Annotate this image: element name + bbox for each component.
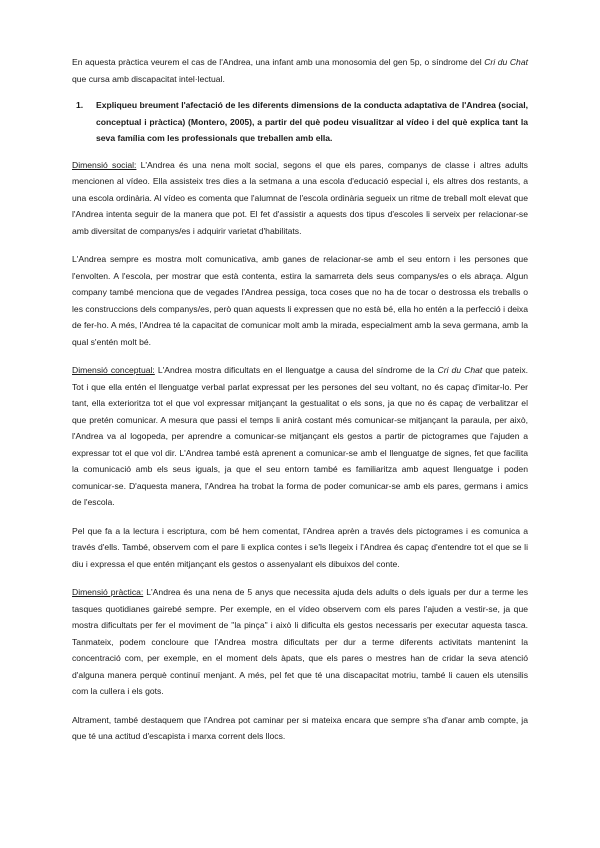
intro-text: En aquesta pràctica veurem el cas de l'Andrea, una infant amb una monosomia del gen 5p, o síndrome del: [72, 57, 485, 67]
practica-heading: Dimensió pràctica:: [72, 587, 144, 597]
social-text-1: L'Andrea és una nena molt social, segons el que els pares, companys de classe i altres adults mencionen al vídeo. Ella assisteix tres dies a la setmana a una escola d'educació especial i, els altres dos restants, a una escola ordinària. Al vídeo es comenta que l'alumnat de l'escola ordinària segueix un ritme de treball molt elevat que l'Andrea intenta seguir de la manera que pot. El fet d'assistir a aquests dos tipus d'escoles li serveix per relacionar-se amb diversitat de companys/es i adquirir varietat d'habilitats.: [72, 159, 528, 236]
question-text: Expliqueu breument l'afectació de les diferents dimensions de la conducta adaptativa de l'Andrea (social, conceptual i pràctica) (Montero, 2005), a partir del què podeu visualitzar al vídeo i del què explica tant la seva família com les professionals que treballen amb ella.: [96, 100, 528, 143]
social-paragraph-1: [72, 157, 528, 240]
practica-paragraph-1: [72, 584, 528, 700]
question-number: 1.: [76, 100, 84, 110]
conceptual-text-1a: L'Andrea mostra dificultats en el llenguatge a causa del síndrome de la: [154, 365, 438, 375]
practica-paragraph-2: Altrament, també destaquem que l'Andrea pot caminar per si mateixa encara que sempre s'ha d'anar amb compte, ja que té una actitud d'escapista i marxa corrent dels llocs.: [72, 714, 528, 741]
intro-text-end: que cursa amb discapacitat intel·lectual.: [72, 73, 225, 84]
practica-text-1: L'Andrea és una nena de 5 anys que necessita ajuda dels adults o dels iguals per dur a terme les tasques quotidianes gairebé sempre. Per exemple, en el vídeo observem com els pares l'ajuden a vestir-se, ja que mostra dificultats per fer el moviment de "la pinça" i això li dificulta els gestos necessaris per executar aquesta tasca. Tanmateix, podem concloure que l'Andrea mostra dificultats per dur a terme diferents activitats mantenint la concentració com, per exemple, en el moment dels àpats, que els pares o mestres han de cridar la seva atenció d'alguna manera perquè continuï menjant. A més, pel fet que té una discapacitat motriu, també li cauen els utensilis com la cullera i els gots.: [72, 587, 528, 696]
conceptual-paragraph-2: Pel que fa a la lectura i escriptura, com bé hem comentat, l'Andrea aprèn a través dels pictogrames i es comunica a través d'ells. També, observem com el pare li explica contes i se'ls llegeix i l'Andrea és capaç d'entendre tot el que se li diu i expressa el que entén mitjançant els gestos o assenyalant els dibuixos del conte.: [72, 525, 528, 569]
social-paragraph-2: L'Andrea sempre es mostra molt comunicativa, amb ganes de relacionar-se amb el seu entorn i les persones que l'envolten. A l'escola, per mostrar que està contenta, estira la samarreta dels seus companys/es o els abraça. Algun company també menciona que de vegades l'Andrea pessiga, toca coses que no ha de tocar o destrossa els treballs o les construccions dels companys/es, però quan aquests li expressen que no està bé, ella ho entén a la perfecció i deixa de fer-ho. A més, l'Andrea té la capacitat de comunicar molt amb la mirada, especialment amb la seva germana, amb la qual s'entén molt bé.: [72, 254, 528, 347]
conceptual-heading: Dimensió conceptual:: [72, 365, 155, 375]
conceptual-italic-term: Cri du Chat: [437, 365, 483, 375]
conceptual-paragraph-1: [72, 362, 528, 511]
social-heading: Dimensió social:: [72, 159, 137, 170]
question-1: [72, 97, 528, 147]
document-page: [72, 54, 528, 757]
conceptual-text-1b: que pateix. Tot i que ella entén el llenguatge verbal parlat expressat per les persones del seu voltant, no és capaç d'imitar-lo. Per tant, ella exterioritza tot el que vol expressar mitjançant la gestualitat o els sons, ja que no és capaç de verbalitzar el que pretén comunicar. A mesura que passi el temps li anirà costant més comunicar-se mitjançant la paraula, per això, l'Andrea va al logopeda, per aprendre a comunicar-se mitjançant els gestos a partir de pictogrames que l'ajuden a expressar tot el que vol dir. L'Andrea també està aprenent a comunicar-se amb el llenguatge de signes, fet que facilita la comunicació amb els seus iguals, ja que el seu entorn també es familiaritza amb aquest llenguatge i poden comunicar-se. D'aquesta manera, l'Andrea ha trobat la forma de poder comunicar-se amb els pares, germans i amics de l'escola.: [72, 365, 529, 507]
intro-paragraph: [72, 54, 528, 87]
intro-italic-term: Cri du Chat: [484, 57, 528, 67]
